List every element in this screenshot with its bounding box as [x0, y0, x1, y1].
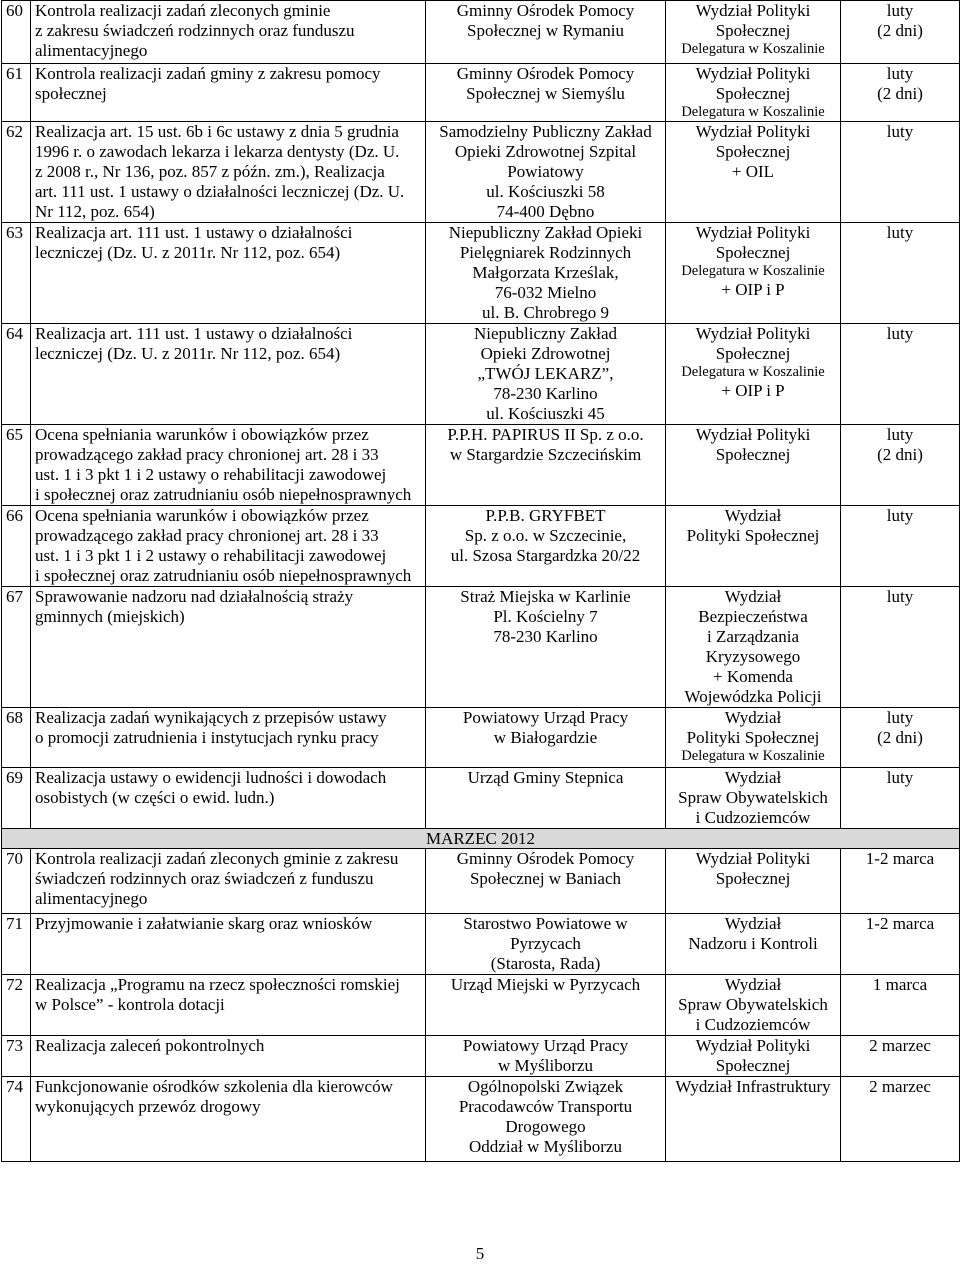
responsible-department: [666, 587, 841, 708]
inspected-entity: Starostwo Powiatowe w Pyrzycach (Starosta, Rada): [426, 914, 666, 975]
responsible-department: [666, 914, 841, 975]
task-description: Realizacja ustawy o ewidencji ludności i dowodach osobistych (w części o ewid. ludn.): [31, 768, 426, 829]
row-number: 64: [2, 324, 31, 425]
task-description: Kontrola realizacji zadań gminy z zakresu pomocy społecznej: [31, 64, 426, 122]
inspection-date: luty: [841, 506, 960, 587]
table-row: [2, 425, 960, 506]
table-row: [2, 975, 960, 1036]
task-description: Realizacja art. 15 ust. 6b i 6c ustawy z dnia 5 grudnia 1996 r. o zawodach lekarza i lekarza dentysty (Dz. U. z 2008 r., Nr 136, poz. 857 z późn. zm.), Realizacja art. 111 ust. 1 ustawy o działalności leczniczej (Dz. U. Nr 112, poz. 654): [31, 122, 426, 223]
inspection-date: 1 marca: [841, 975, 960, 1036]
responsible-department: [666, 425, 841, 506]
task-description: Realizacja art. 111 ust. 1 ustawy o działalności leczniczej (Dz. U. z 2011r. Nr 112, poz. 654): [31, 324, 426, 425]
inspection-date: luty (2 dni): [841, 708, 960, 768]
inspection-date: luty (2 dni): [841, 64, 960, 122]
responsible-department: [666, 708, 841, 768]
inspected-entity: Straż Miejska w Karlinie Pl. Kościelny 7 78-230 Karlino: [426, 587, 666, 708]
task-description: Realizacja „Programu na rzecz społeczności romskiej w Polsce” - kontrola dotacji: [31, 975, 426, 1036]
table-row: [2, 768, 960, 829]
department-name: Wydział Polityki Społecznej: [695, 223, 811, 262]
table-row: [2, 849, 960, 914]
table-row: [2, 587, 960, 708]
inspection-date: 1-2 marca: [841, 849, 960, 914]
responsible-department: [666, 1036, 841, 1077]
inspected-entity: Samodzielny Publiczny Zakład Opieki Zdrowotnej Szpital Powiatowy ul. Kościuszki 58 74-400 Dębno: [426, 122, 666, 223]
row-number: 71: [2, 914, 31, 975]
inspection-date: luty: [841, 223, 960, 324]
inspected-entity: Gminny Ośrodek Pomocy Społecznej w Baniach: [426, 849, 666, 914]
responsible-department: [666, 1, 841, 64]
inspection-date: luty: [841, 122, 960, 223]
delegation-label: Delegatura w Koszalinie: [681, 263, 825, 279]
row-number: 63: [2, 223, 31, 324]
table-row: [2, 1, 960, 64]
task-description: Ocena spełniania warunków i obowiązków przez prowadzącego zakład pracy chronionej art. 28 i 33 ust. 1 i 3 pkt 1 i 2 ustawy o rehabilitacji zawodowej i społecznej oraz zatrudnianiu osób niepełnosprawnych: [31, 425, 426, 506]
table-row: [2, 223, 960, 324]
responsible-department: [666, 975, 841, 1036]
department-name: Wydział Nadzoru i Kontroli: [688, 914, 818, 953]
table-row: [2, 506, 960, 587]
inspection-date: 1-2 marca: [841, 914, 960, 975]
table-row: [2, 708, 960, 768]
responsible-department: [666, 1077, 841, 1162]
responsible-department: [666, 768, 841, 829]
page-number: 5: [475, 1244, 485, 1263]
department-name: Wydział Spraw Obywatelskich i Cudzoziemców: [678, 768, 828, 827]
task-description: Funkcjonowanie ośrodków szkolenia dla kierowców wykonujących przewóz drogowy: [31, 1077, 426, 1162]
delegation-label: Delegatura w Koszalinie: [681, 748, 825, 764]
table-row: [2, 122, 960, 223]
inspected-entity: Urząd Miejski w Pyrzycach: [426, 975, 666, 1036]
department-name: Wydział Polityki Społecznej: [695, 1036, 811, 1075]
inspected-entity: Ogólnopolski Związek Pracodawców Transportu Drogowego Oddział w Myśliborzu: [426, 1077, 666, 1162]
department-name: Wydział Infrastruktury: [675, 1077, 831, 1096]
department-name: Wydział Polityki Społecznej: [686, 506, 820, 545]
department-name: Wydział Polityki Społecznej: [695, 1, 811, 40]
task-description: Realizacja zaleceń pokontrolnych: [31, 1036, 426, 1077]
department-name: Wydział Spraw Obywatelskich i Cudzoziemców: [678, 975, 828, 1034]
inspection-date: luty (2 dni): [841, 425, 960, 506]
row-number: 73: [2, 1036, 31, 1077]
inspection-plan-table: [1, 0, 960, 1162]
responsible-department: [666, 324, 841, 425]
table-row: [2, 1077, 960, 1162]
department-name: Wydział Polityki Społecznej: [695, 425, 811, 464]
task-description: Realizacja zadań wynikających z przepisów ustawy o promocji zatrudnienia i instytucjach rynku pracy: [31, 708, 426, 768]
table-row: [2, 914, 960, 975]
partner-label: + OIL: [731, 162, 775, 181]
inspected-entity: P.P.H. PAPIRUS II Sp. z o.o. w Stargardzie Szczecińskim: [426, 425, 666, 506]
department-name: Wydział Polityki Społecznej: [695, 849, 811, 888]
row-number: 74: [2, 1077, 31, 1162]
row-number: 70: [2, 849, 31, 914]
responsible-department: [666, 223, 841, 324]
row-number: 60: [2, 1, 31, 64]
row-number: 67: [2, 587, 31, 708]
row-number: 61: [2, 64, 31, 122]
inspection-date: luty: [841, 324, 960, 425]
partner-label: + Komenda Wojewódzka Policji: [684, 667, 822, 706]
row-number: 68: [2, 708, 31, 768]
month-header-row: [2, 829, 960, 849]
inspected-entity: Niepubliczny Zakład Opieki Pielęgniarek Rodzinnych Małgorzata Krześlak, 76-032 Mielno ul. B. Chrobrego 9: [426, 223, 666, 324]
department-name: Wydział Polityki Społecznej: [695, 64, 811, 103]
inspected-entity: Niepubliczny Zakład Opieki Zdrowotnej „TWÓJ LEKARZ”, 78-230 Karlino ul. Kościuszki 45: [426, 324, 666, 425]
department-name: Wydział Bezpieczeństwa i Zarządzania Kryzysowego: [698, 587, 808, 666]
task-description: Realizacja art. 111 ust. 1 ustawy o działalności leczniczej (Dz. U. z 2011r. Nr 112, poz. 654): [31, 223, 426, 324]
inspected-entity: Powiatowy Urząd Pracy w Białogardzie: [426, 708, 666, 768]
inspection-date: luty: [841, 587, 960, 708]
inspected-entity: Powiatowy Urząd Pracy w Myśliborzu: [426, 1036, 666, 1077]
task-description: Ocena spełniania warunków i obowiązków przez prowadzącego zakład pracy chronionej art. 28 i 33 ust. 1 i 3 pkt 1 i 2 ustawy o rehabilitacji zawodowej i społecznej oraz zatrudnianiu osób niepełnosprawnych: [31, 506, 426, 587]
delegation-label: Delegatura w Koszalinie: [681, 364, 825, 380]
table-row: [2, 324, 960, 425]
inspection-date: 2 marzec: [841, 1036, 960, 1077]
row-number: 62: [2, 122, 31, 223]
task-description: Sprawowanie nadzoru nad działalnością straży gminnych (miejskich): [31, 587, 426, 708]
task-description: Przyjmowanie i załatwianie skarg oraz wniosków: [31, 914, 426, 975]
row-number: 66: [2, 506, 31, 587]
department-name: Wydział Polityki Społecznej: [686, 708, 820, 747]
responsible-department: [666, 849, 841, 914]
partner-label: + OIP i P: [721, 381, 785, 400]
row-number: 72: [2, 975, 31, 1036]
inspection-date: 2 marzec: [841, 1077, 960, 1162]
delegation-label: Delegatura w Koszalinie: [681, 41, 825, 57]
row-number: 65: [2, 425, 31, 506]
inspected-entity: Gminny Ośrodek Pomocy Społecznej w Rymaniu: [426, 1, 666, 64]
responsible-department: [666, 122, 841, 223]
month-header: MARZEC 2012: [2, 829, 960, 849]
task-description: Kontrola realizacji zadań zleconych gminie z zakresu świadczeń rodzinnych oraz świadczeń z funduszu alimentacyjnego: [31, 849, 426, 914]
row-number: 69: [2, 768, 31, 829]
inspected-entity: Gminny Ośrodek Pomocy Społecznej w Siemyślu: [426, 64, 666, 122]
table-row: [2, 64, 960, 122]
inspected-entity: Urząd Gminy Stepnica: [426, 768, 666, 829]
inspected-entity: P.P.B. GRYFBET Sp. z o.o. w Szczecinie, ul. Szosa Stargardzka 20/22: [426, 506, 666, 587]
responsible-department: [666, 64, 841, 122]
department-name: Wydział Polityki Społecznej: [695, 122, 811, 161]
responsible-department: [666, 506, 841, 587]
table-row: [2, 1036, 960, 1077]
inspection-date: luty: [841, 768, 960, 829]
task-description: Kontrola realizacji zadań zleconych gminie z zakresu świadczeń rodzinnych oraz funduszu alimentacyjnego: [31, 1, 426, 64]
department-name: Wydział Polityki Społecznej: [695, 324, 811, 363]
partner-label: + OIP i P: [721, 280, 785, 299]
delegation-label: Delegatura w Koszalinie: [681, 104, 825, 120]
inspection-date: luty (2 dni): [841, 1, 960, 64]
